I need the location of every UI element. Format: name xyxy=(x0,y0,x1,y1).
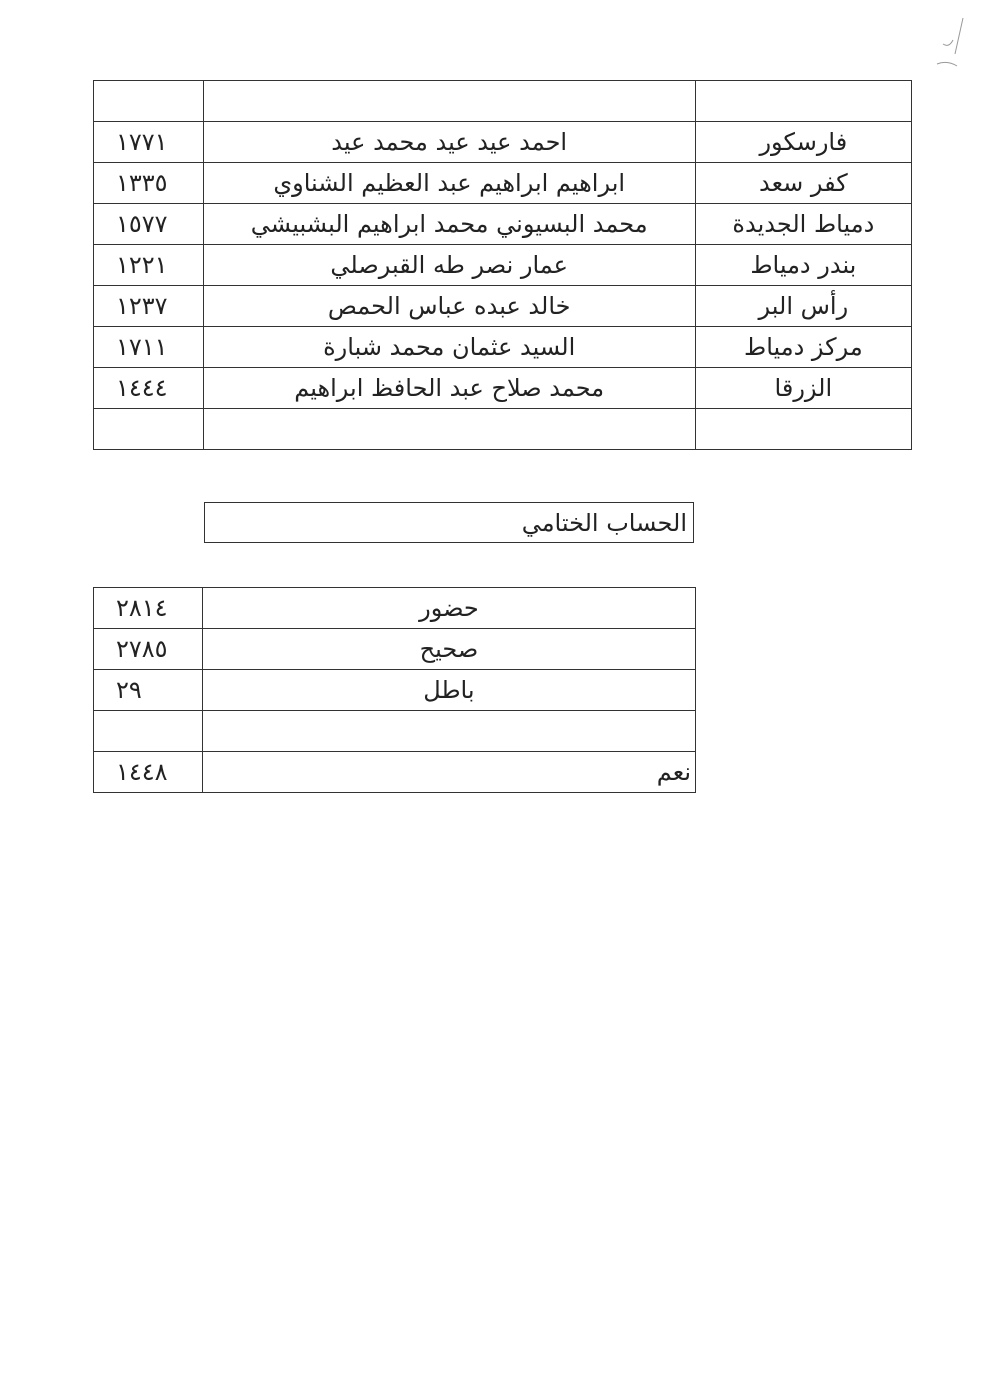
results-table xyxy=(93,80,912,450)
table-row xyxy=(94,286,912,327)
candidate-cell: خالد عبده عباس الحمص xyxy=(203,286,695,327)
table-row xyxy=(94,588,696,629)
region-cell: مركز دمياط xyxy=(695,327,911,368)
table-row xyxy=(94,163,912,204)
region-cell: الزرقا xyxy=(695,368,911,409)
final-account-title: الحساب الختامي xyxy=(204,502,694,543)
candidate-cell: السيد عثمان محمد شبارة xyxy=(203,327,695,368)
summary-value: ٢٧٨٥ xyxy=(94,629,203,670)
table-row xyxy=(94,245,912,286)
summary-label xyxy=(202,711,695,752)
table-row xyxy=(94,368,912,409)
votes-cell: ١٣٣٥ xyxy=(94,163,204,204)
summary-value xyxy=(94,711,203,752)
region-cell: بندر دمياط xyxy=(695,245,911,286)
table-row xyxy=(94,122,912,163)
votes-cell: ١٧١١ xyxy=(94,327,204,368)
region-cell: كفر سعد xyxy=(695,163,911,204)
summary-value: ٢٩ xyxy=(94,670,203,711)
region-cell xyxy=(695,409,911,450)
votes-cell xyxy=(94,81,204,122)
candidate-cell: ابراهيم ابراهيم عبد العظيم الشناوي xyxy=(203,163,695,204)
votes-cell: ١٧٧١ xyxy=(94,122,204,163)
region-cell xyxy=(695,81,911,122)
table-row xyxy=(94,81,912,122)
final-account-table xyxy=(93,587,696,793)
table-row xyxy=(94,327,912,368)
votes-cell: ١٤٤٤ xyxy=(94,368,204,409)
summary-label: نعم xyxy=(202,752,695,793)
table-row xyxy=(94,204,912,245)
margin-mark xyxy=(925,14,975,74)
votes-cell: ١٢٢١ xyxy=(94,245,204,286)
table-row xyxy=(94,711,696,752)
votes-cell xyxy=(94,409,204,450)
summary-label: صحيح xyxy=(202,629,695,670)
region-cell: دمياط الجديدة xyxy=(695,204,911,245)
table-row xyxy=(94,670,696,711)
candidate-cell: عمار نصر طه القبرصلي xyxy=(203,245,695,286)
summary-value: ١٤٤٨ xyxy=(94,752,203,793)
candidate-cell: محمد صلاح عبد الحافظ ابراهيم xyxy=(203,368,695,409)
candidate-cell: احمد عيد عيد محمد عيد xyxy=(203,122,695,163)
candidate-cell: محمد البسيوني محمد ابراهيم البشبيشي xyxy=(203,204,695,245)
summary-value: ٢٨١٤ xyxy=(94,588,203,629)
candidate-cell xyxy=(203,409,695,450)
candidate-cell xyxy=(203,81,695,122)
region-cell: فارسكور xyxy=(695,122,911,163)
votes-cell: ١٢٣٧ xyxy=(94,286,204,327)
table-row xyxy=(94,629,696,670)
table-row xyxy=(94,752,696,793)
region-cell: رأس البر xyxy=(695,286,911,327)
summary-label: حضور xyxy=(202,588,695,629)
table-row xyxy=(94,409,912,450)
votes-cell: ١٥٧٧ xyxy=(94,204,204,245)
summary-label: باطل xyxy=(202,670,695,711)
